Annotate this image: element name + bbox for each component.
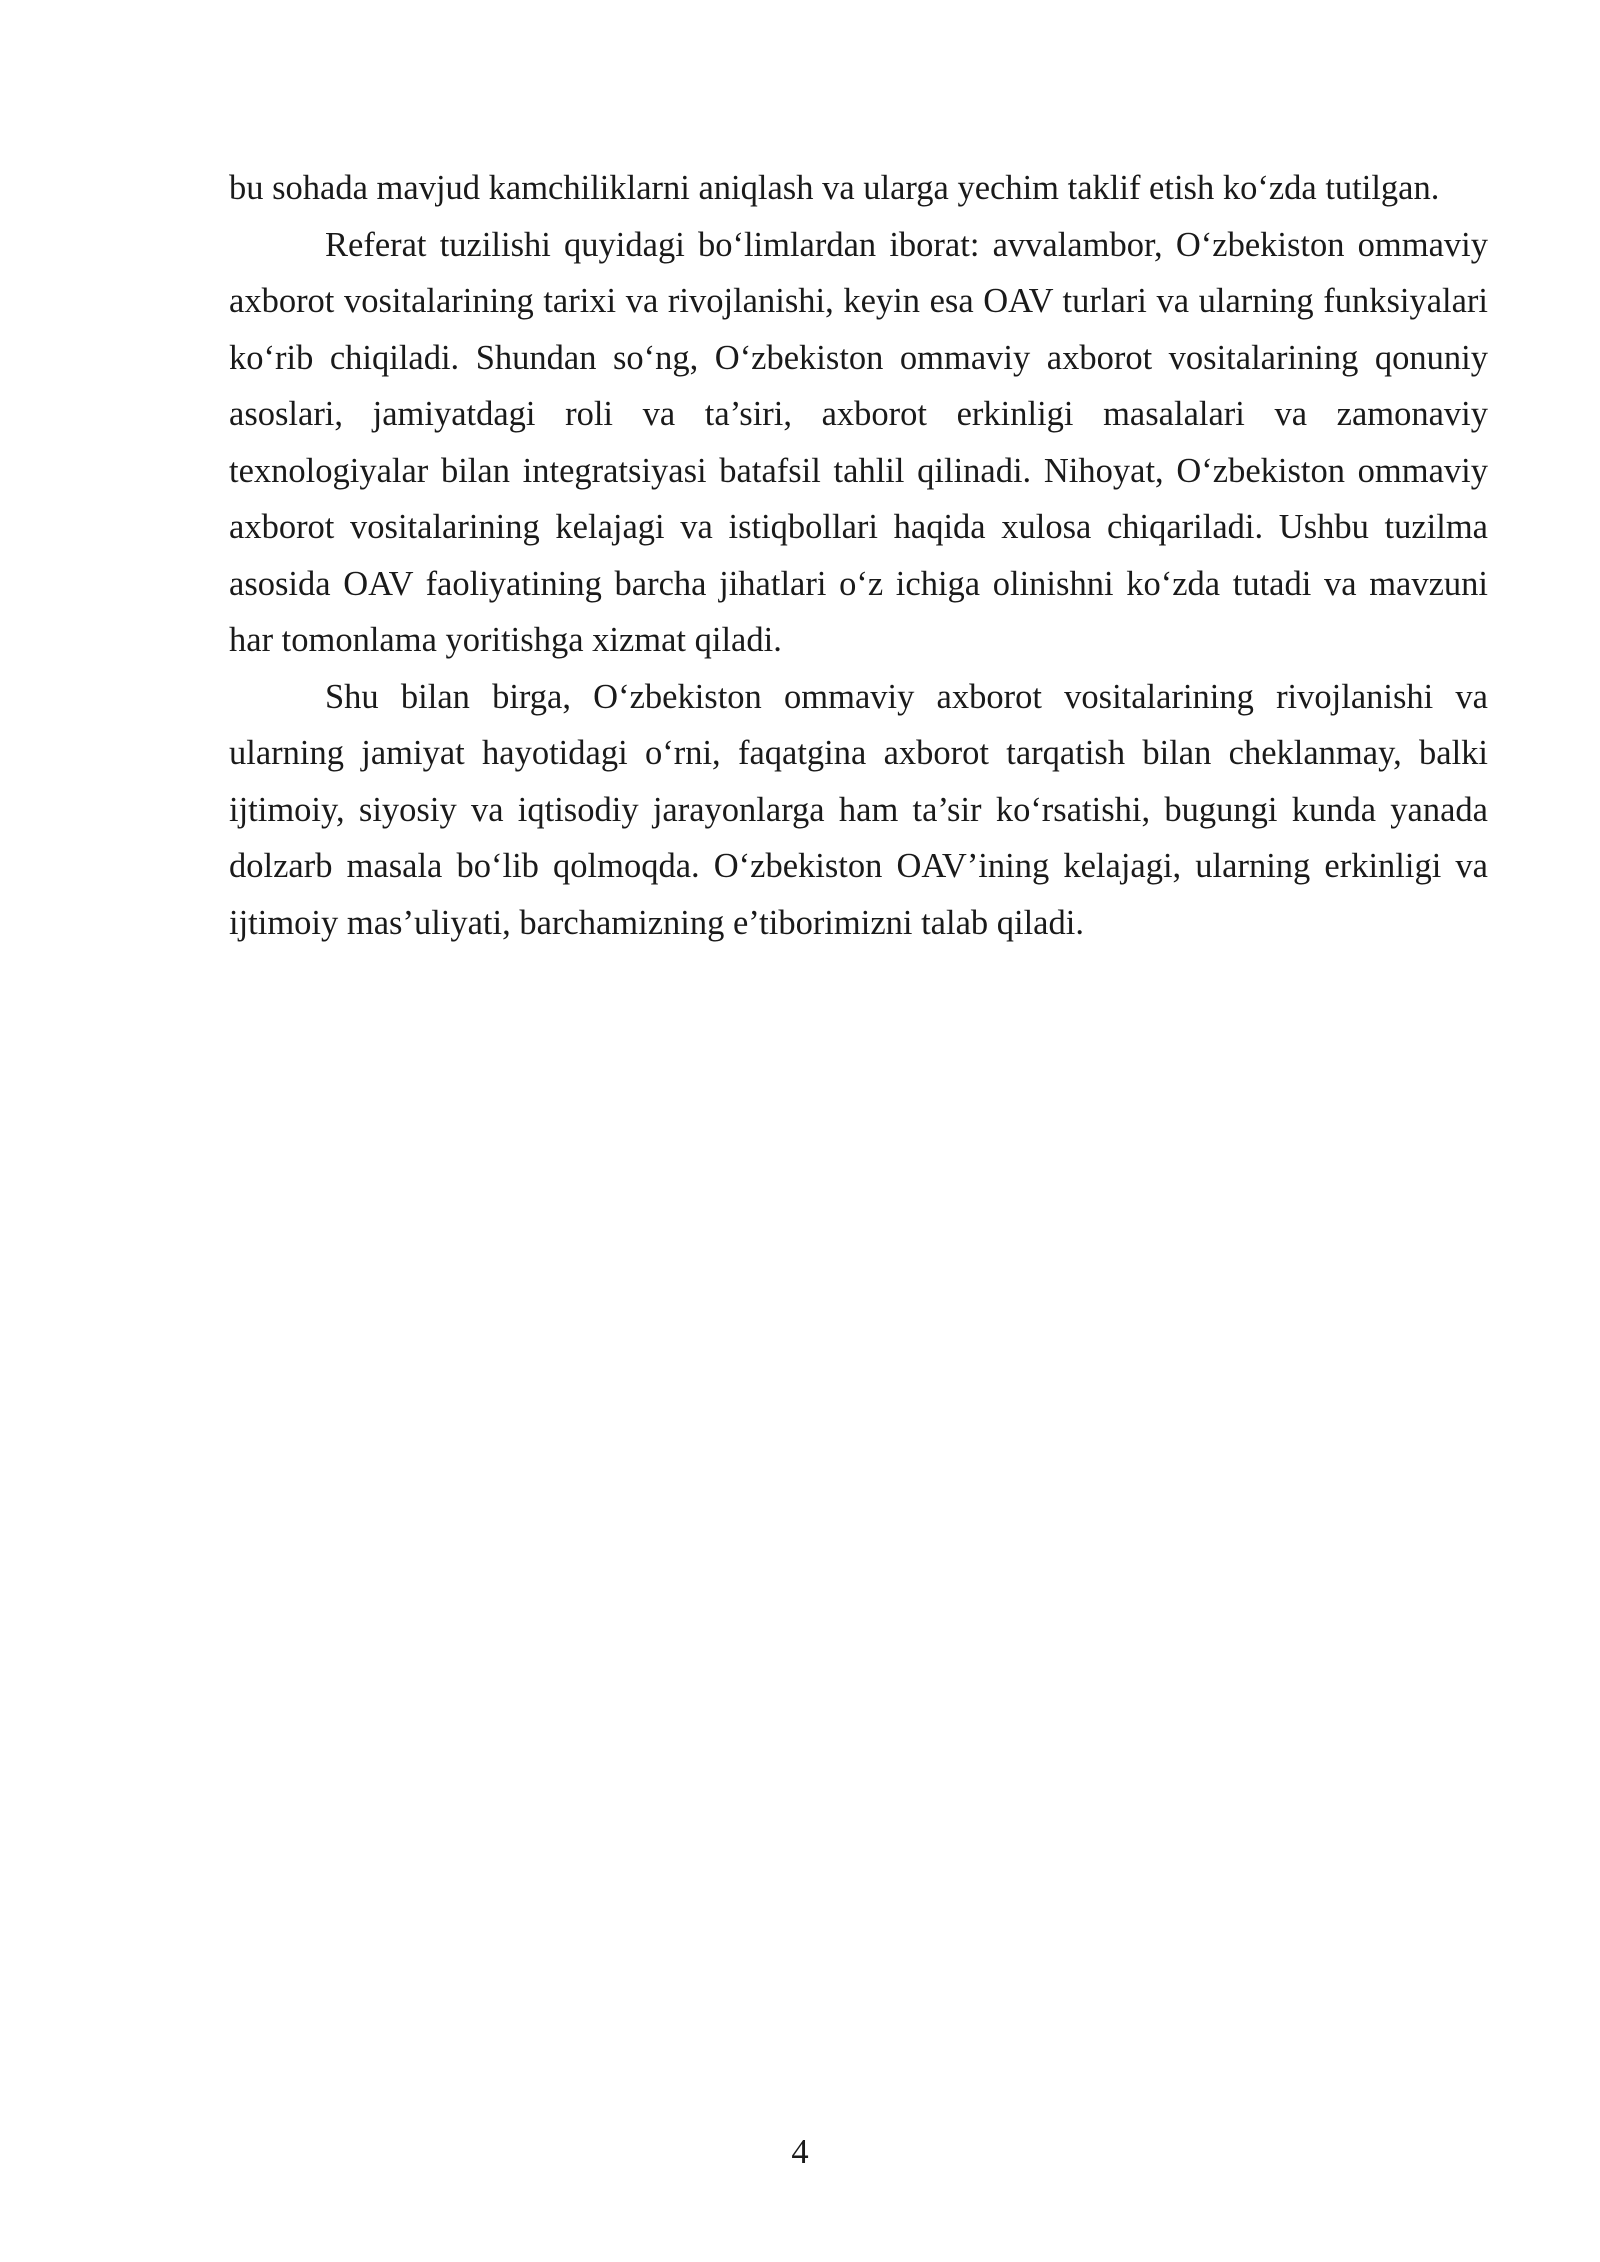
paragraph-structure: Referat tuzilishi quyidagi bo‘limlardan iborat: avvalambor, O‘zbekiston ommaviy axborot vositalarining tarixi va rivojlanishi, keyin esa OAV turlari va ularning funksiyalari ko‘rib chiqiladi. Shundan so‘ng, O‘zbekiston ommaviy axborot vositalarining qonuniy asoslari, jamiyatdagi roli va ta’siri, axborot erkinligi masalalari va zamonaviy texnologiyalar bilan integratsiyasi batafsil tahlil qilinadi. Nihoyat, O‘zbekiston ommaviy axborot vositalarining kelajagi va istiqbollari haqida xulosa chiqariladi. Ushbu tuzilma asosida OAV faoliyatining barcha jihatlari o‘z ichiga olinishni ko‘zda tutadi va mavzuni har tomonlama yoritishga xizmat qiladi. (229, 225, 1488, 659)
paragraph-conclusion: Shu bilan birga, O‘zbekiston ommaviy axborot vositalarining rivojlanishi va ularning jamiyat hayotidagi o‘rni, faqatgina axborot tarqatish bilan cheklanmay, balki ijtimoiy, siyosiy va iqtisodiy jarayonlarga ham ta’sir ko‘rsatishi, bugungi kunda yanada dolzarb masala bo‘lib qolmoqda. O‘zbekiston OAV’ining kelajagi, ularning erkinligi va ijtimoiy mas’uliyati, barchamizning e’tiborimizni talab qiladi. (229, 677, 1488, 942)
paragraph-continuation: bu sohada mavjud kamchiliklarni aniqlash va ularga yechim taklif etish ko‘zda tutilgan. (229, 169, 1440, 207)
page-number: 4 (791, 2133, 809, 2171)
body-text (229, 160, 1488, 951)
